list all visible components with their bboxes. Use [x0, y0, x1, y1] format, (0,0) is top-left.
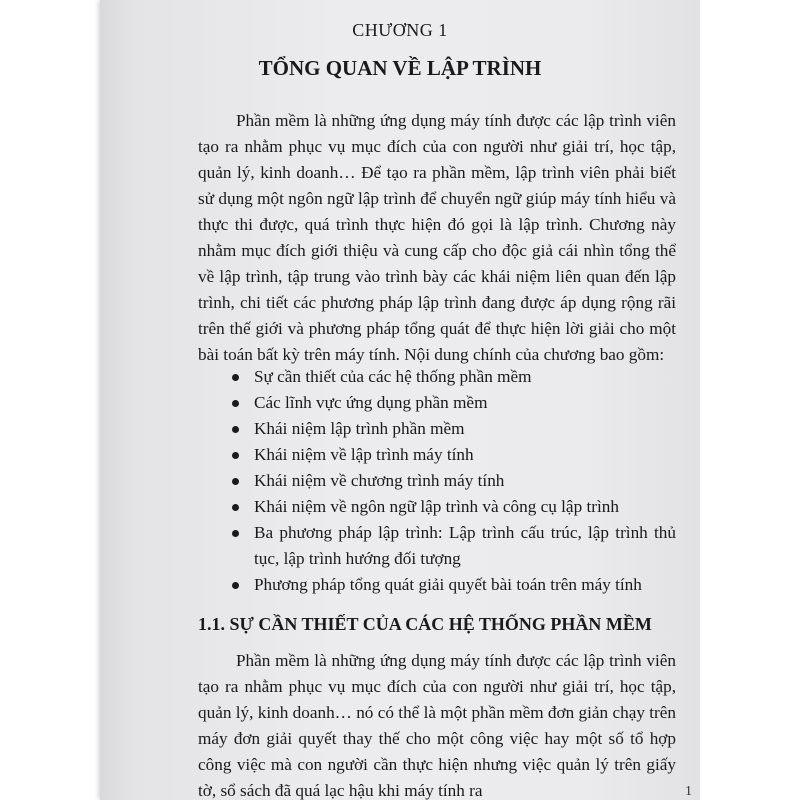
bullet-icon — [232, 426, 239, 433]
bullet-icon — [232, 452, 239, 459]
intro-paragraph: Phần mềm là những ứng dụng máy tính được các lập trình viên tạo ra nhằm phục vụ mục đích của con người như giải trí, học tập, quản lý, kinh doanh… Để tạo ra phần mềm, lập trình viên phải biết sử dụng một ngôn ngữ lập trình để chuyển ngữ giúp máy tính hiểu và thực thi được, quá trình thực hiện đó gọi là lập trình. Chương này nhằm mục đích giới thiệu và cung cấp cho độc giả cái nhìn tổng thể về lập trình, tập trung vào trình bày các khái niệm liên quan đến lập trình, chi tiết các phương pháp lập trình đang được áp dụng rộng rãi trên thế giới và phương pháp tổng quát để thực hiện lời giải cho một bài toán bất kỳ trên máy tính. Nội dung chính của chương bao gồm: — [198, 111, 676, 364]
list-item: Các lĩnh vực ứng dụng phần mềm — [198, 390, 676, 416]
bullet-icon — [232, 504, 239, 511]
bullet-icon — [232, 582, 239, 589]
bullet-icon — [232, 374, 239, 381]
list-item: Khái niệm lập trình phần mềm — [198, 416, 676, 442]
chapter-title: TỔNG QUAN VỀ LẬP TRÌNH — [258, 56, 542, 80]
list-item: Khái niệm về ngôn ngữ lập trình và công cụ lập trình — [198, 494, 676, 520]
bullet-list — [198, 364, 676, 598]
bullet-icon — [232, 478, 239, 485]
section-body: Phần mềm là những ứng dụng máy tính được các lập trình viên tạo ra nhằm phục vụ mục đích của con người như giải trí, học tập, quản lý, kinh doanh… nó có thể là một phần mềm đơn giản chạy trên máy đơn giải quyết thay thế cho một công việc hay một số tổ hợp công việc mà con người cần thực hiện nhưng việc quản lý trên giấy tờ, sổ sách đã quá lạc hậu khi máy tính ra — [198, 651, 676, 800]
section-heading: 1.1. SỰ CẦN THIẾT CỦA CÁC HỆ THỐNG PHẦN MỀM — [198, 614, 652, 634]
page-content — [100, 0, 700, 800]
chapter-label: CHƯƠNG 1 — [352, 20, 448, 40]
list-item: Phương pháp tổng quát giải quyết bài toán trên máy tính — [198, 572, 676, 598]
list-item: Ba phương pháp lập trình: Lập trình cấu trúc, lập trình thủ tục, lập trình hướng đối tượng — [198, 520, 676, 572]
list-item: Khái niệm về lập trình máy tính — [198, 442, 676, 468]
list-item: Sự cần thiết của các hệ thống phần mềm — [198, 364, 676, 390]
bullet-icon — [232, 530, 239, 537]
book-page — [100, 0, 700, 800]
list-item: Khái niệm về chương trình máy tính — [198, 468, 676, 494]
page-number: 1 — [685, 784, 692, 799]
bullet-icon — [232, 400, 239, 407]
